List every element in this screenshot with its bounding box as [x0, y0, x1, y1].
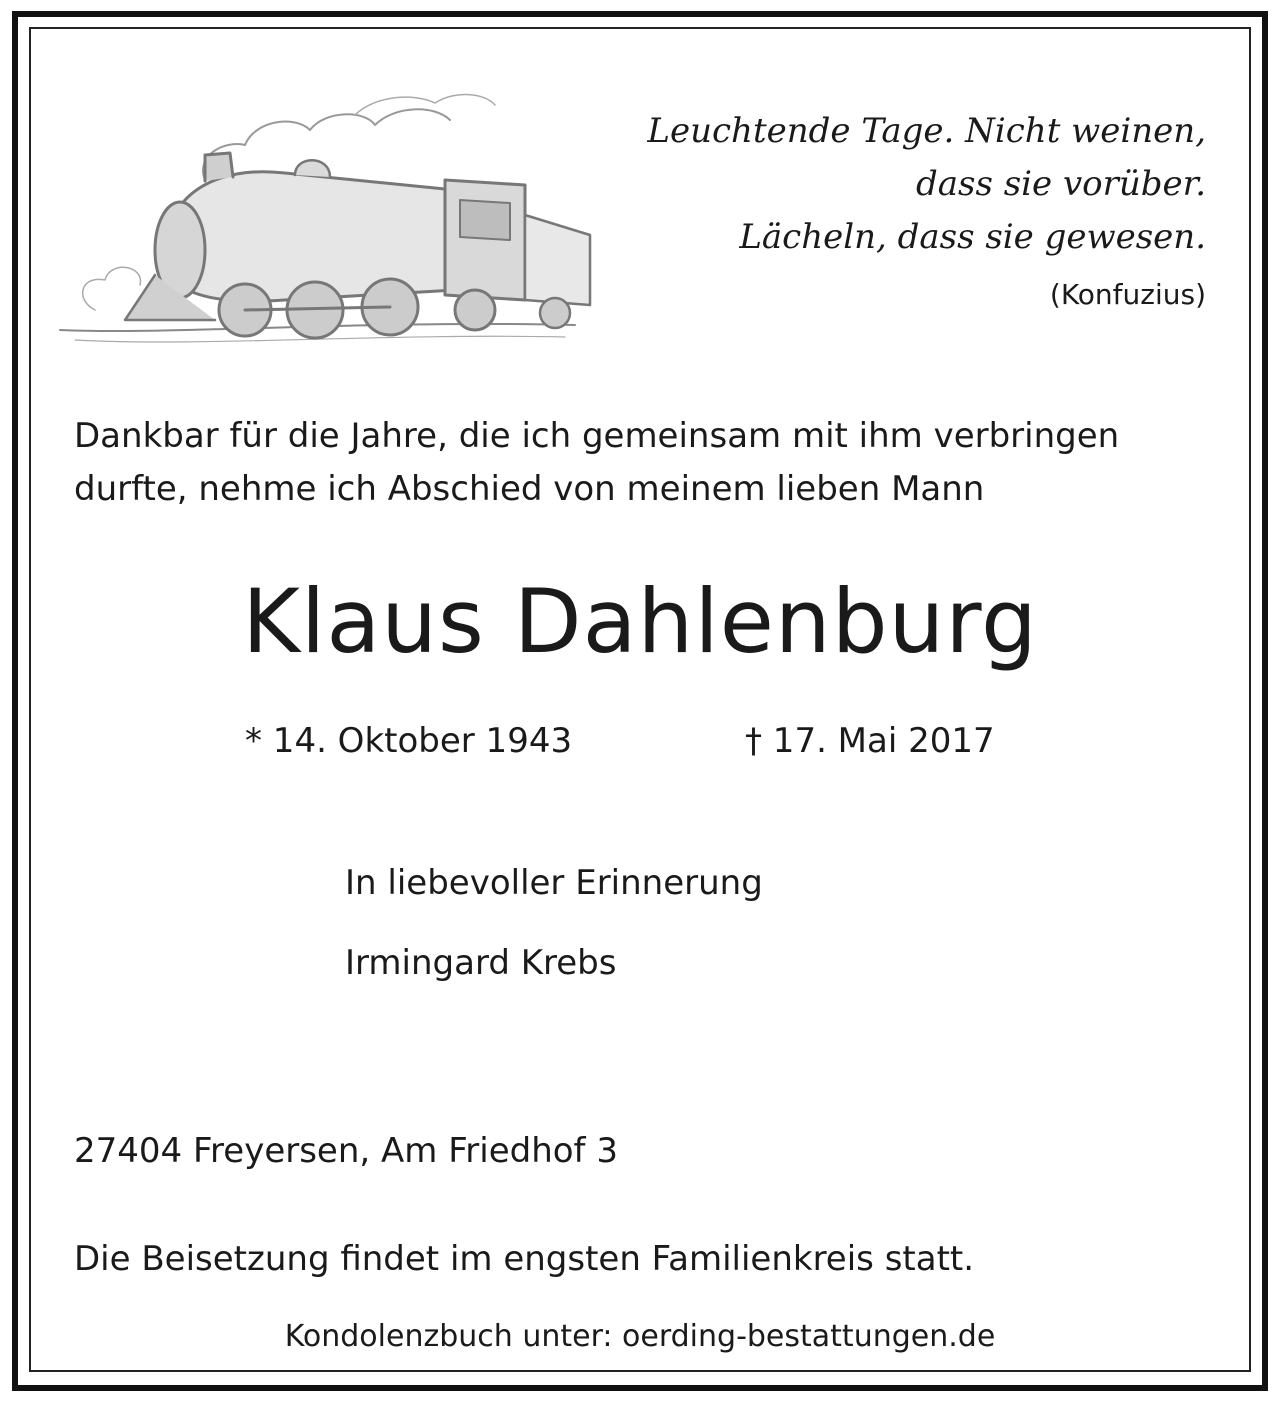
intro-text [74, 410, 1119, 516]
quote-line: dass sie vorüber. [915, 164, 1206, 204]
birth-date: * 14. Oktober 1943 [245, 721, 573, 761]
death-date: † 17. Mai 2017 [745, 721, 995, 761]
condolence-link[interactable]: Kondolenzbuch unter: oerding-bestattungen.de [284, 1319, 996, 1354]
intro-line: Dankbar für die Jahre, die ich gemeinsam mit ihm verbringen [74, 416, 1120, 456]
quote-author: (Konfuzius) [1049, 278, 1206, 311]
address: 27404 Freyersen, Am Friedhof 3 [74, 1131, 618, 1171]
signer-name: Irmingard Krebs [345, 943, 617, 983]
steam-locomotive-icon [55, 85, 600, 360]
quote-block [647, 105, 1206, 311]
memory-text: In liebevoller Erinnerung [345, 863, 763, 903]
deceased-name: Klaus Dahlenburg [242, 570, 1038, 673]
quote-line: Leuchtende Tage. Nicht weinen, [647, 111, 1206, 151]
quote-line: Lächeln, dass sie gewesen. [739, 217, 1206, 257]
intro-line: durfte, nehme ich Abschied von meinem lieben Mann [74, 469, 985, 509]
funeral-note: Die Beisetzung findet im engsten Familienkreis statt. [74, 1239, 975, 1279]
